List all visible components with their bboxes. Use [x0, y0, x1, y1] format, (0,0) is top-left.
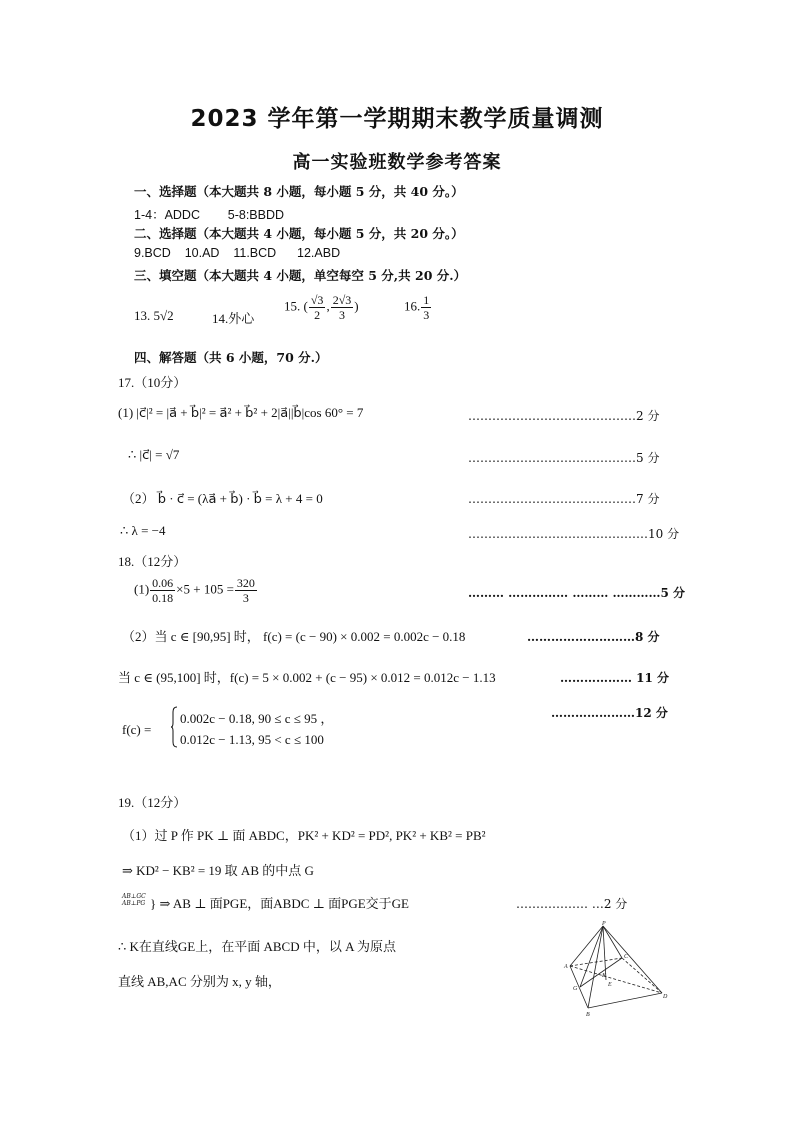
fraction-denominator: 3	[423, 308, 430, 322]
section-1-answers: 1-4：ADDC 5-8:BBDD	[134, 208, 285, 222]
fraction-numerator: 2√3	[332, 293, 352, 307]
q17-line-4: ∴ λ = −4	[120, 523, 166, 538]
q19-line-5: 直线 AB,AC 分别为 x, y 轴，	[118, 974, 281, 989]
q18-case-1: 0.002c − 0.18, 90 ≤ c ≤ 95 ，	[180, 711, 334, 726]
brace-icon	[170, 706, 178, 748]
section-4-header: 四、解答题（共 6 小题，70 分.）	[134, 350, 328, 365]
fraction-denominator: 3	[338, 308, 345, 322]
fraction-denominator: 0.18	[152, 591, 174, 605]
fraction-denominator: 2	[314, 308, 321, 322]
answer-15: 15. ( $\frac{√3}{2}$ , $\frac{2√3}{3}$ )	[284, 293, 359, 322]
figure-label-d: D	[663, 994, 668, 1000]
section-1-header: 一、选择题（本大题共 8 小题，每小题 5 分，共 40 分。）	[134, 184, 464, 199]
q18-fraction-1	[150, 576, 175, 605]
figure-label-e: E	[608, 982, 612, 988]
q19-line-4: ∴ K在直线GE上，在平面 ABCD 中，以 A 为原点	[118, 939, 397, 954]
q19-line-1: （1）过 P 作 PK ⊥ 面 ABDC，PK² + KD² = PD², PK² + KB² = PB²	[122, 828, 486, 843]
answer-16-fraction	[421, 293, 431, 322]
answer-13: 13. 5√2	[134, 308, 174, 323]
section-2-answers: 9.BCD 10.AD 11.BCD 12.ABD	[134, 246, 341, 260]
q19-condition-1: AB⊥GC	[122, 893, 146, 900]
figure-label-b: B	[586, 1012, 590, 1018]
q18-line-3: 当 c ∈ (95,100] 时，f(c) = 5 × 0.002 + (c − 95) × 0.012 = 0.012c − 1.13	[118, 670, 496, 685]
q17-score-1: ……………………………………2 分	[468, 409, 660, 423]
figure-label-g: G	[573, 986, 578, 992]
q18-piecewise-lhs: f(c) =	[122, 722, 152, 737]
q18-score-4: …………………12 分	[551, 706, 668, 720]
q17-line-3: （2） b⃗ · c⃗ = (λa⃗ + b⃗) · b⃗ = λ + 4 = 0	[122, 491, 323, 506]
answer-15-fraction-1	[309, 293, 326, 322]
q18-line-1	[134, 576, 258, 605]
page-subtitle: 高一实验班数学参考答案	[292, 152, 502, 173]
q17-score-3: ……………………………………7 分	[468, 492, 660, 506]
q18-label: 18.（12分）	[118, 554, 187, 569]
q18-score-3: ……………… 11 分	[560, 671, 670, 685]
figure-label-p: P	[602, 921, 606, 927]
q18-line-2: （2）当 c ∈ [90,95] 时， f(c) = (c − 90) × 0.002 = 0.002c − 0.18	[122, 629, 466, 644]
answer-16-label: 16.	[404, 298, 421, 314]
q19-conditions	[122, 893, 146, 907]
answer-16	[404, 293, 432, 322]
q17-label: 17.（10分）	[118, 375, 187, 390]
q18-brace	[170, 706, 178, 748]
answer-15-fraction-2	[331, 293, 354, 322]
q19-line-3: } ⇒ AB ⊥ 面PGE，面ABDC ⊥ 面PGE交于GE	[150, 896, 409, 911]
fraction-numerator: 320	[236, 576, 255, 590]
q19-line-2: ⇒ KD² − KB² = 19 取 AB 的中点 G	[122, 863, 314, 878]
answer-14: 14.外心	[212, 311, 255, 326]
fraction-numerator: 0.06	[152, 576, 174, 590]
figure-label-a: A	[564, 964, 568, 970]
q17-score-4: ………………………………………10 分	[468, 527, 680, 541]
section-2-header: 二、选择题（本大题共 4 小题，每小题 5 分，共 20 分。）	[134, 226, 464, 241]
answer-15-close: )	[354, 298, 359, 314]
fraction-numerator: √3	[310, 293, 324, 307]
q17-score-2: ……………………………………5 分	[468, 451, 660, 465]
q17-line-2: ∴ |c⃗| = √7	[128, 447, 180, 462]
q18-part-label: (1)	[134, 581, 150, 597]
pyramid-figure	[558, 920, 674, 1020]
pyramid-diagram	[558, 920, 674, 1020]
q17-line-1: (1) |c⃗|² = |a⃗ + b⃗|² = a⃗² + b⃗² + 2|a⃗||b⃗|cos 60° = 7	[118, 405, 364, 420]
fraction-numerator: 1	[423, 293, 430, 307]
q19-score-1: ……………… …2 分	[516, 897, 628, 911]
q18-expression: ×5 + 105 =	[176, 581, 234, 597]
q18-score-1: ……… …………… ……… …………5 分	[468, 586, 686, 600]
figure-label-c: C	[624, 954, 629, 960]
q18-fraction-2	[235, 576, 257, 605]
page-title: 2023 学年第一学期期末教学质量调测	[190, 106, 604, 132]
answer-15-open: 15. (	[284, 298, 308, 314]
q18-case-2: 0.012c − 1.13, 95 < c ≤ 100	[180, 732, 324, 747]
fraction-denominator: 3	[242, 591, 249, 605]
q19-label: 19.（12分）	[118, 795, 187, 810]
figure-label-k: K	[602, 973, 607, 979]
section-3-header: 三、填空题（本大题共 4 小题，单空每空 5 分,共 20 分.）	[134, 268, 467, 283]
q19-condition-2: AB⊥PG	[122, 900, 146, 907]
q18-score-2: ………………………8 分	[527, 630, 660, 644]
